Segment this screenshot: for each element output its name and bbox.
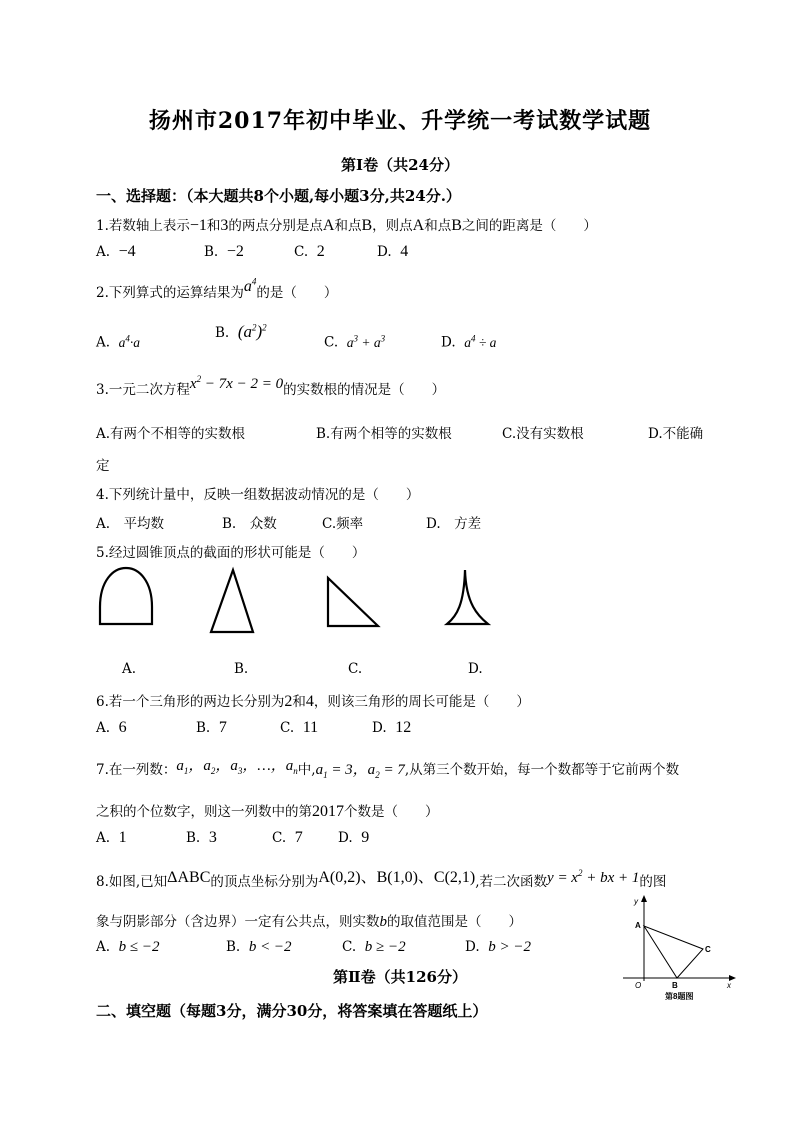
option-label: C.	[324, 334, 339, 351]
x-axis-label: x	[727, 981, 731, 990]
q2-stem	[96, 276, 338, 302]
option-value: 3	[208, 829, 217, 846]
figure-caption: 第8题图	[665, 992, 694, 1001]
q1-stem	[96, 214, 597, 235]
q3-equation: $x^2 - 7x - 2 = 0$	[189, 374, 284, 392]
q5-shape-d-cusp	[447, 570, 488, 624]
point-a-label: A	[635, 921, 641, 930]
q3-option-d: D.不能确	[648, 426, 704, 442]
q5-shape-a-arch	[100, 568, 152, 624]
part1-heading: 第Ⅰ卷（共24分）	[341, 156, 459, 174]
q1-text: 和点	[334, 218, 362, 234]
option-label: C.	[272, 830, 287, 846]
option-label: A.	[96, 830, 111, 846]
option-value: 9	[361, 829, 370, 846]
q5-label-c: C.	[348, 661, 363, 677]
q1-option-a	[96, 243, 136, 261]
q8-function: $y = x^2$ + bx + 1	[547, 868, 640, 886]
option-label: B.	[226, 939, 241, 955]
section2-heading: 二、填空题（每题3分，满分30分，将答案填在答题纸上）	[96, 1002, 488, 1020]
q8-text: 的取值范围是（ ）	[387, 914, 522, 930]
q2-text: 2.下列算式的运算结果为	[96, 285, 244, 301]
q5-shape-b-triangle	[211, 570, 253, 632]
q7-sequence: $a_1$，$a_2$，$a_3$，…，$a_n$	[176, 758, 298, 776]
q2-expression: $a^4$	[243, 276, 257, 295]
q8-triangle: ΔABC	[167, 869, 211, 886]
option-value: 11	[302, 719, 319, 736]
q5-shape-c-right-triangle	[328, 578, 378, 626]
q7-stem-line2	[96, 800, 439, 821]
q4-stem: 4.下列统计量中，反映一组数据波动情况的是（ ）	[96, 487, 420, 503]
q1-value-2: 3	[220, 217, 229, 234]
q3-text: 的实数根的情况是（ ）	[283, 382, 446, 398]
q2-text: 的是（ ）	[256, 285, 338, 301]
q1-text: 和	[206, 218, 221, 234]
q8-text: 象与阴影部分（含边界）一定有公共点，则实数	[96, 914, 380, 930]
q2-option-d	[441, 333, 496, 351]
q3-stem	[96, 374, 446, 399]
option-value: 4	[400, 243, 409, 260]
q1-option-d	[377, 243, 408, 261]
option-label: A.	[96, 244, 111, 260]
q1-option-c	[294, 243, 325, 261]
q1-option-b	[204, 243, 244, 261]
q7-stem	[96, 758, 679, 780]
option-value: 2	[316, 243, 325, 260]
point-b-label: B	[672, 981, 678, 990]
q8-text: 的顶点坐标分别为	[210, 874, 319, 890]
q1-value-1: −1	[189, 217, 207, 234]
q8-option-c	[342, 939, 406, 956]
q7-conditions: $a_1 = 3$，$a_2 = 7$	[315, 762, 405, 780]
option-label: A.	[96, 334, 111, 351]
q6-option-b	[196, 719, 227, 737]
exam-title: 扬州市2017年初中毕业、升学统一考试数学试题	[148, 108, 652, 134]
option-label: B.	[215, 325, 230, 341]
q2-option-c	[324, 333, 385, 351]
option-label: B.	[186, 830, 201, 846]
q6-stem	[96, 690, 530, 711]
y-axis-arrow	[641, 895, 647, 902]
q4-option-b: B. 众数	[222, 516, 277, 532]
q2-option-b	[215, 322, 267, 342]
option-value: −4	[118, 243, 136, 260]
q4-option-a: A. 平均数	[96, 516, 165, 532]
option-value: 7	[218, 719, 227, 736]
q5-label-a: A.	[122, 661, 137, 677]
q7-index: 2017	[312, 803, 344, 820]
option-label: A.	[96, 720, 111, 736]
q3-option-a: A.有两个不相等的实数根	[96, 426, 246, 442]
q7-option-d	[338, 829, 369, 847]
q8-stem	[96, 868, 666, 891]
q1-text: 1.若数轴上表示	[96, 218, 190, 234]
q3-text: 3.一元二次方程	[96, 382, 190, 398]
option-formula: $(a^2)^2$	[237, 322, 267, 341]
q8-text: 8.如图,已知	[96, 874, 168, 890]
q3-option-d-wrap: 定	[96, 458, 110, 474]
q4-option-c: C.频率	[322, 516, 364, 532]
q1-text: 的两点分别是点	[228, 218, 323, 234]
q3-option-c: C.没有实数根	[502, 426, 584, 442]
option-label: D.	[377, 244, 392, 260]
q6-value-2: 4	[305, 693, 314, 710]
option-value: 7	[294, 829, 303, 846]
q8-figure	[615, 892, 745, 1004]
q4-option-d: D. 方差	[426, 516, 482, 532]
q1-point: A	[412, 217, 425, 234]
q1-text: ，则点	[372, 218, 413, 234]
q8-coordinates: A(0,2)、B(1,0)、C(2,1)	[318, 869, 476, 886]
q7-option-b	[186, 829, 217, 847]
q6-value-1: 2	[284, 693, 293, 710]
q6-text: ，则该三角形的周长可能是（ ）	[313, 694, 530, 710]
option-label: D.	[338, 830, 353, 846]
q6-text: 6.若一个三角形的两边长分别为	[96, 694, 285, 710]
q7-text: 之积的个位数字，则这一列数中的第	[96, 804, 312, 820]
q5-label-d: D.	[468, 661, 483, 677]
option-label: A.	[96, 939, 111, 955]
q8-text: 的图	[639, 874, 667, 890]
q8-option-d	[465, 939, 531, 956]
q7-option-a	[96, 829, 127, 847]
option-label: C.	[342, 939, 357, 955]
option-value: 6	[118, 719, 127, 736]
q8-option-b	[226, 939, 292, 956]
q5-label-b: B.	[234, 661, 249, 677]
q3-option-b: B.有两个相等的实数根	[316, 426, 452, 442]
y-axis-label: y	[634, 897, 638, 906]
q6-option-c	[280, 719, 318, 737]
option-label: C.	[294, 244, 309, 260]
q5-stem: 5.经过圆锥顶点的截面的形状可能是（ ）	[96, 545, 366, 561]
q2-option-a	[96, 333, 140, 351]
q7-option-c	[272, 829, 303, 847]
option-formula: b ≥ −2	[364, 939, 406, 955]
q7-text: 7.在一列数：	[96, 762, 177, 778]
q1-point: B	[361, 217, 373, 234]
q6-text: 和	[292, 694, 306, 710]
q5-shapes-figure	[0, 560, 800, 640]
q6-option-d	[372, 719, 411, 737]
option-formula: b ≤ −2	[118, 939, 160, 955]
q1-text: 之间的距离是（ ）	[461, 218, 597, 234]
q8-option-a	[96, 939, 160, 956]
q7-text: 个数是（ ）	[344, 804, 439, 820]
q7-text: 中,	[297, 762, 316, 778]
option-label: B.	[204, 244, 219, 260]
option-value: 12	[395, 719, 412, 736]
option-formula: $a^3 + a^3$	[346, 333, 386, 350]
option-formula: b > −2	[488, 939, 531, 955]
origin-label: O	[635, 981, 642, 990]
q1-text: 和点	[424, 218, 452, 234]
q1-point: B	[451, 217, 462, 234]
option-value: 1	[118, 829, 127, 846]
option-label: C.	[280, 720, 295, 736]
q8-variable: b	[379, 914, 387, 930]
option-formula: b < −2	[248, 939, 292, 955]
q6-option-a	[96, 719, 127, 737]
q8-stem-line2	[96, 910, 522, 931]
q7-text: ,从第三个数开始，每一个数都等于它前两个数	[404, 762, 680, 778]
option-formula: $a^4 \div a$	[464, 333, 497, 350]
option-label: D.	[465, 939, 480, 955]
option-label: D.	[441, 334, 456, 351]
point-c-label: C	[705, 945, 711, 954]
option-formula: $a^4\cdot a$	[118, 333, 141, 350]
option-label: B.	[196, 720, 211, 736]
part2-heading: 第Ⅱ卷（共126分）	[333, 968, 467, 986]
option-label: D.	[372, 720, 387, 736]
q1-point: A	[322, 217, 335, 234]
option-value: −2	[226, 243, 244, 260]
q8-text: ,若二次函数	[475, 874, 548, 890]
section1-heading: 一、选择题：（本大题共8个小题,每小题3分,共24分.）	[96, 187, 461, 205]
